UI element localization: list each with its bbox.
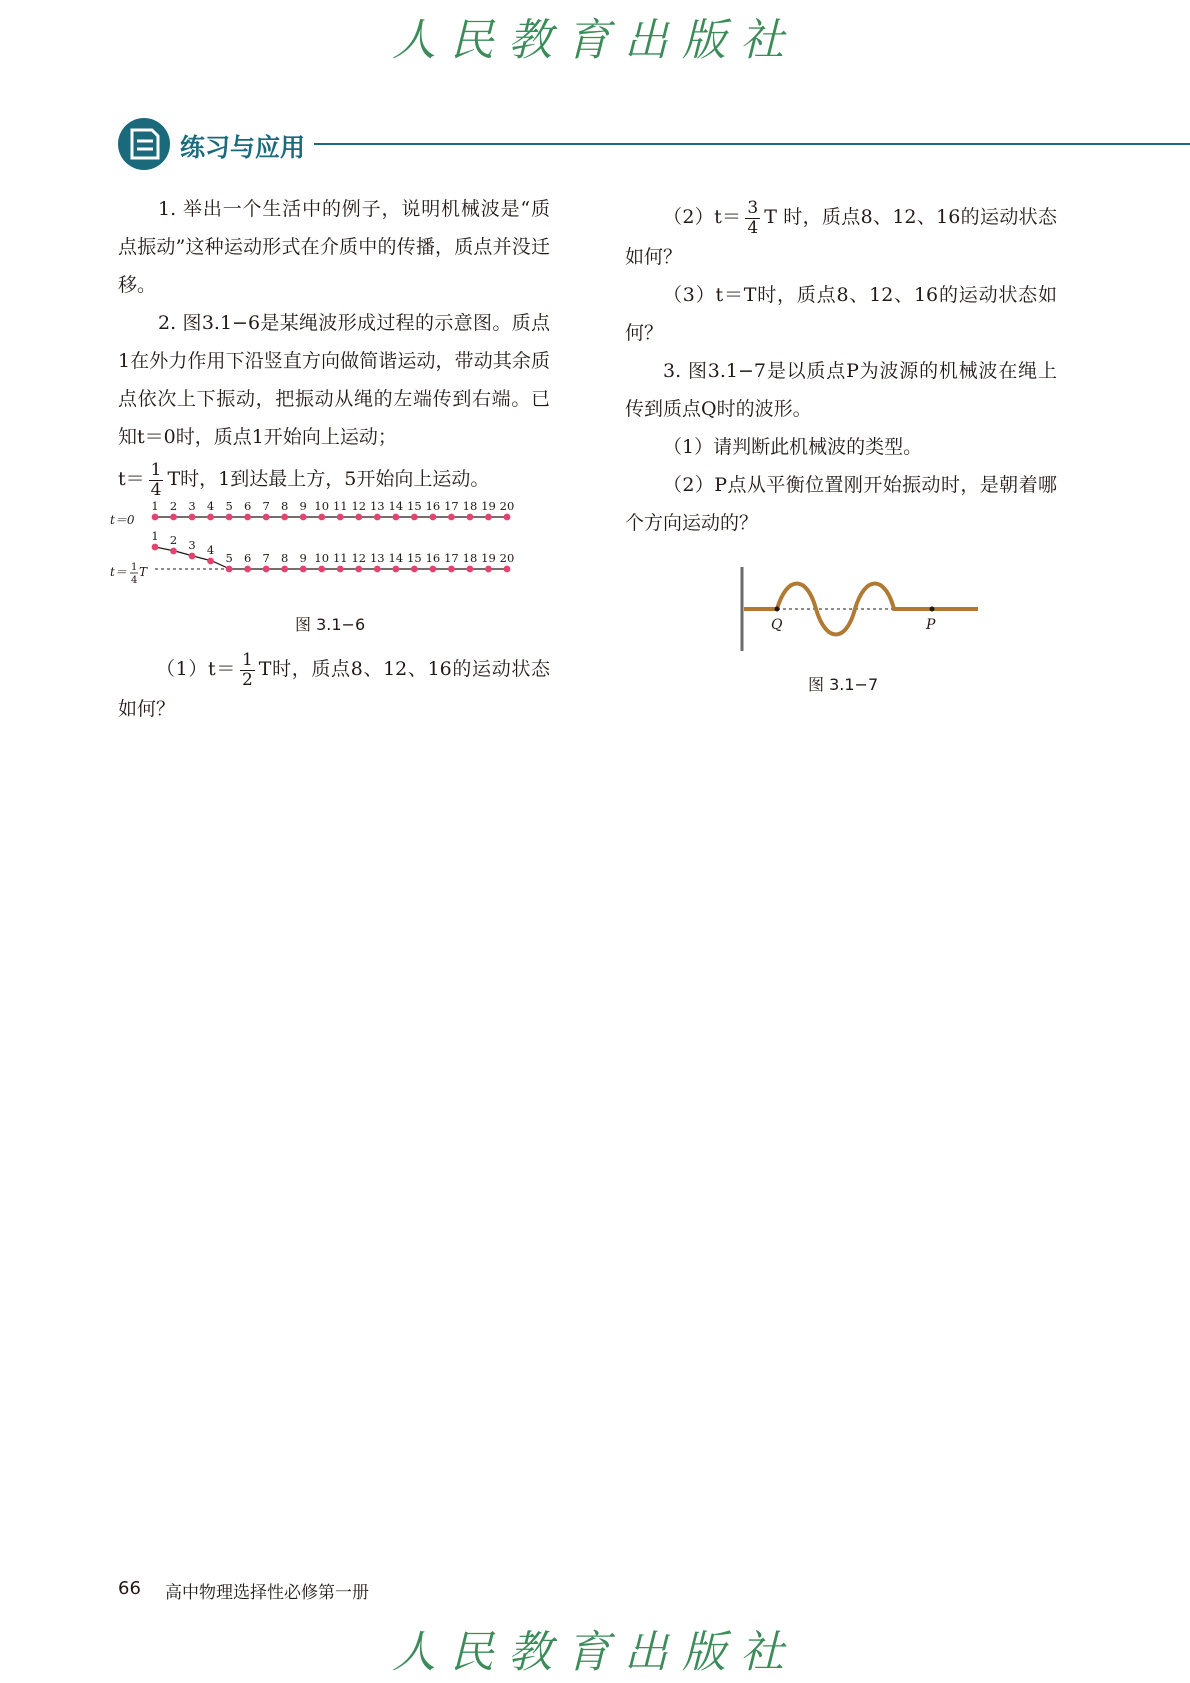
particle-label: 18: [462, 551, 478, 565]
particle-dot: [485, 514, 492, 521]
particle-label: 17: [444, 499, 459, 513]
particle-dot: [170, 514, 177, 521]
particle-label: 6: [243, 499, 252, 513]
page-number: 66: [118, 1578, 141, 1599]
point-p: [930, 607, 935, 612]
particle-dot: [281, 566, 288, 573]
row2-label-den: 4: [131, 575, 138, 586]
particle-label: 13: [369, 551, 385, 565]
particle-label: 7: [262, 551, 270, 565]
fraction: [745, 199, 760, 238]
particle-dot: [355, 566, 362, 573]
particle-label: 5: [225, 551, 233, 565]
particle-label: 9: [299, 499, 307, 513]
particle-label: 18: [462, 499, 478, 513]
particle-label: 11: [332, 551, 348, 565]
particle-label: 4: [206, 499, 215, 513]
particle-label: 19: [481, 499, 496, 513]
section-header: [118, 118, 1190, 178]
section-rule: [314, 143, 1190, 145]
question-3-sub-1: （1）请判断此机械波的类型。: [663, 435, 923, 458]
particle-dot: [485, 566, 492, 573]
publisher-logo-bottom: 人民教育出版社: [392, 1627, 798, 1678]
fraction-denominator: 4: [747, 217, 759, 238]
particle-label: 8: [281, 499, 289, 513]
particle-dot: [300, 514, 307, 521]
particle-dot: [189, 514, 196, 521]
particle-dot: [170, 548, 177, 555]
figure-3-1-7: [735, 565, 985, 655]
particle-dot: [189, 553, 196, 560]
particle-label: 5: [225, 499, 233, 513]
question-2-sub-3: （3）t＝T时，质点8、12、16的运动状态如何？: [625, 283, 1057, 344]
publisher-logo-top: 人民教育出版社: [392, 15, 798, 66]
formula-prefix: （2）t＝: [663, 206, 742, 228]
particle-dot: [429, 566, 436, 573]
section-title: 练习与应用: [180, 133, 306, 162]
question-3-intro: 3. 图3.1−7是以质点P为波源的机械波在绳上传到质点Q时的波形。: [625, 359, 1057, 420]
particle-dot: [337, 566, 344, 573]
particle-dot: [300, 566, 307, 573]
particle-label: 2: [169, 499, 178, 513]
figure-3-1-6: [108, 496, 528, 591]
particle-label: 3: [188, 538, 196, 552]
formula-suffix: T 时，质点8、12、16的运动状态如何？: [625, 206, 1058, 268]
row2-label-num: 1: [131, 562, 138, 573]
particle-dot: [374, 566, 381, 573]
particle-dot: [207, 558, 214, 565]
row2-label-t: t＝: [110, 565, 127, 579]
particle-label: 6: [243, 551, 252, 565]
particle-label: 20: [499, 551, 515, 565]
particle-label: 17: [444, 551, 459, 565]
book-title: 高中物理选择性必修第一册: [165, 1583, 369, 1603]
particle-dot: [448, 514, 455, 521]
particle-dot: [429, 514, 436, 521]
label-q: Q: [771, 617, 783, 633]
particle-label: 14: [388, 499, 404, 513]
particle-label: 16: [425, 499, 441, 513]
particle-dot: [448, 566, 455, 573]
particle-label: 12: [351, 551, 367, 565]
particle-label: 9: [299, 551, 307, 565]
particle-dot: [318, 514, 325, 521]
figure-3-1-7-caption: 图 3.1−7: [808, 675, 879, 694]
particle-dot: [337, 514, 344, 521]
particle-dot: [244, 514, 251, 521]
fraction-denominator: 2: [241, 669, 253, 690]
particle-dot: [281, 514, 288, 521]
particle-dot: [467, 514, 474, 521]
question-2-subparts-left: [118, 650, 550, 728]
particle-dot: [226, 566, 233, 573]
particle-dot: [318, 566, 325, 573]
question-3-sub-2: （2）P点从平衡位置刚开始振动时，是朝着哪个方向运动的？: [625, 473, 1057, 534]
particle-label: 8: [281, 551, 289, 565]
particle-dot: [152, 544, 159, 551]
particle-dot: [392, 514, 399, 521]
question-2-sub-1: [118, 650, 550, 728]
particle-label: 1: [151, 529, 159, 543]
particle-label: 11: [332, 499, 348, 513]
particle-dot: [374, 514, 381, 521]
particle-label: 16: [425, 551, 441, 565]
formula-prefix: （1）t＝: [156, 658, 236, 680]
particle-dot: [244, 566, 251, 573]
point-q: [775, 607, 780, 612]
particle-label: 10: [314, 551, 330, 565]
particle-dot: [467, 566, 474, 573]
question-2-quarter-line: [118, 460, 550, 500]
particle-label: 19: [481, 551, 496, 565]
fraction-numerator: 1: [150, 459, 162, 480]
particle-dot: [411, 514, 418, 521]
figure-3-1-6-caption: 图 3.1−6: [295, 615, 366, 634]
particle-label: 1: [151, 499, 159, 513]
particle-dot: [152, 514, 159, 521]
particle-label: 10: [314, 499, 330, 513]
left-column: [118, 190, 550, 500]
particle-label: 12: [351, 499, 367, 513]
question-1: 1. 举出一个生活中的例子，说明机械波是“质点振动”这种运动形式在介质中的传播，质点并没迁移。: [118, 198, 550, 296]
exercise-icon: [118, 118, 170, 170]
particle-dot: [504, 514, 511, 521]
particle-dot: [263, 514, 270, 521]
particle-label: 3: [188, 499, 196, 513]
particle-dot: [504, 566, 511, 573]
row2-label-T: T: [139, 565, 148, 579]
particle-label: 15: [407, 551, 422, 565]
fraction-denominator: 4: [150, 479, 162, 500]
question-2-intro: 2. 图3.1−6是某绳波形成过程的示意图。质点1在外力作用下沿竖直方向做简谐运动，带动其余质点依次上下振动，把振动从绳的左端传到右端。已知t＝0时，质点1开始向上运动；: [118, 312, 550, 448]
label-p: P: [926, 617, 936, 633]
particle-label: 20: [499, 499, 515, 513]
formula-suffix: T时，质点8、12、16的运动状态如何？: [118, 658, 550, 720]
fraction-numerator: 1: [241, 649, 253, 670]
particle-dot: [411, 566, 418, 573]
question-2-sub-2: [625, 198, 1057, 276]
particle-dot: [392, 566, 399, 573]
particle-dot: [263, 566, 270, 573]
particle-label: 15: [407, 499, 422, 513]
particle-label: 7: [262, 499, 270, 513]
right-column: [625, 198, 1057, 542]
particle-label: 14: [388, 551, 404, 565]
particle-label: 4: [206, 543, 215, 557]
row1-label: t＝0: [110, 513, 135, 527]
fraction-numerator: 3: [747, 197, 759, 218]
fraction: [240, 651, 255, 690]
particle-label: 2: [169, 533, 178, 547]
particle-dot: [207, 514, 214, 521]
particle-dot: [226, 514, 233, 521]
fraction: [149, 461, 164, 500]
particle-dot: [355, 514, 362, 521]
formula-suffix: T时，1到达最上方，5开始向上运动。: [167, 468, 490, 490]
particle-label: 13: [369, 499, 385, 513]
formula-prefix: t＝: [118, 468, 145, 490]
